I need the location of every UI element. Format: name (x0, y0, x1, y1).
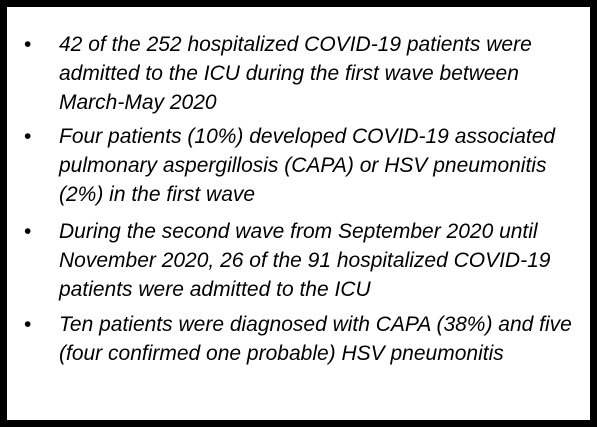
bullet-marker: • (24, 33, 32, 56)
bullet-text: Ten patients were diagnosed with CAPA (38%) and five (four confirmed one probable) HSV pneumonitis (59, 313, 572, 365)
bullet-text: Four patients (10%) developed COVID-19 associated pulmonary aspergillosis (CAPA) or HSV pneumonitis (2%) in the first wave (59, 125, 556, 206)
bullet-marker: • (24, 220, 32, 243)
bullet-text: During the second wave from September 2020 until November 2020, 26 of the 91 hospitalized COVID-19 patients were admitted to the ICU (59, 220, 551, 301)
summary-panel (7, 7, 590, 420)
bullet-marker: • (24, 313, 32, 336)
bullet-text: 42 of the 252 hospitalized COVID-19 patients were admitted to the ICU during the first wave between March-May 2020 (59, 33, 532, 114)
bullet-marker: • (24, 125, 32, 148)
